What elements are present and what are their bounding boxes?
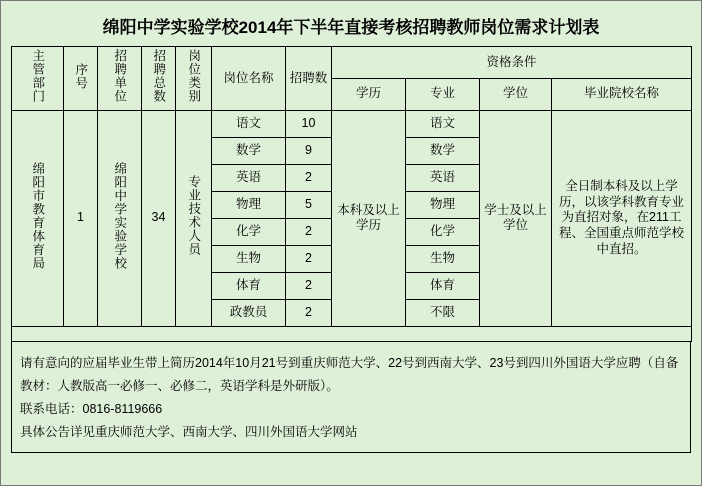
cell-post-name: 英语 bbox=[212, 164, 286, 191]
cell-total: 34 bbox=[142, 110, 176, 326]
cell-unit: 绵阳中学实验学校 bbox=[98, 110, 142, 326]
header-seq: 序号 bbox=[64, 47, 98, 111]
cell-post-count: 10 bbox=[286, 110, 332, 137]
cell-post-category: 专业技术人员 bbox=[176, 110, 212, 326]
cell-post-name: 生物 bbox=[212, 245, 286, 272]
cell-major: 化学 bbox=[406, 218, 480, 245]
header-major: 专业 bbox=[406, 78, 480, 110]
header-unit: 招聘单位 bbox=[98, 47, 142, 111]
header-post-name: 岗位名称 bbox=[212, 47, 286, 111]
header-graduate-school: 毕业院校名称 bbox=[552, 78, 692, 110]
header-total: 招聘总数 bbox=[142, 47, 176, 111]
cell-major: 体育 bbox=[406, 272, 480, 299]
cell-post-name: 数学 bbox=[212, 137, 286, 164]
cell-post-name: 政教员 bbox=[212, 299, 286, 326]
cell-education: 本科及以上学历 bbox=[332, 110, 406, 326]
header-post-count: 招聘数 bbox=[286, 47, 332, 111]
table-row bbox=[12, 110, 692, 137]
table-spacer-row bbox=[12, 326, 692, 341]
page-title: 绵阳中学实验学校2014年下半年直接考核招聘教师岗位需求计划表 bbox=[102, 18, 600, 37]
cell-major: 生物 bbox=[406, 245, 480, 272]
table-header-row-1 bbox=[12, 47, 692, 79]
header-qualification: 资格条件 bbox=[332, 47, 692, 79]
cell-major: 数学 bbox=[406, 137, 480, 164]
recruitment-table bbox=[11, 46, 692, 342]
header-post-category: 岗位类别 bbox=[176, 47, 212, 111]
spacer-cell bbox=[12, 326, 692, 341]
cell-post-name: 化学 bbox=[212, 218, 286, 245]
cell-post-count: 2 bbox=[286, 164, 332, 191]
cell-major: 物理 bbox=[406, 191, 480, 218]
cell-post-count: 2 bbox=[286, 218, 332, 245]
cell-major: 英语 bbox=[406, 164, 480, 191]
cell-post-name: 语文 bbox=[212, 110, 286, 137]
cell-post-count: 2 bbox=[286, 245, 332, 272]
cell-post-name: 物理 bbox=[212, 191, 286, 218]
cell-degree: 学士及以上学位 bbox=[480, 110, 552, 326]
cell-post-count: 2 bbox=[286, 272, 332, 299]
cell-post-name: 体育 bbox=[212, 272, 286, 299]
cell-post-count: 2 bbox=[286, 299, 332, 326]
notes-line-1: 请有意向的应届毕业生带上简历2014年10月21号到重庆师范大学、22号到西南大学、23号到四川外国语大学应聘（自备教材：人教版高一必修一、必修二，英语学科是外研版）。 bbox=[20, 355, 679, 393]
cell-department: 绵阳市教育体育局 bbox=[12, 110, 64, 326]
header-degree: 学位 bbox=[480, 78, 552, 110]
cell-major: 不限 bbox=[406, 299, 480, 326]
header-education: 学历 bbox=[332, 78, 406, 110]
notes-line-3: 具体公告详见重庆师范大学、西南大学、四川外国语大学网站 bbox=[20, 425, 358, 439]
cell-post-count: 5 bbox=[286, 191, 332, 218]
cell-post-count: 9 bbox=[286, 137, 332, 164]
cell-graduate-school: 全日制本科及以上学历，以该学科教育专业为直招对象，在211工程、全国重点师范学校中直招。 bbox=[552, 110, 692, 326]
header-department: 主管部门 bbox=[12, 47, 64, 111]
cell-seq: 1 bbox=[64, 110, 98, 326]
notes-line-2: 联系电话：0816-8119666 bbox=[20, 401, 163, 416]
notes-section bbox=[11, 342, 691, 454]
cell-major: 语文 bbox=[406, 110, 480, 137]
